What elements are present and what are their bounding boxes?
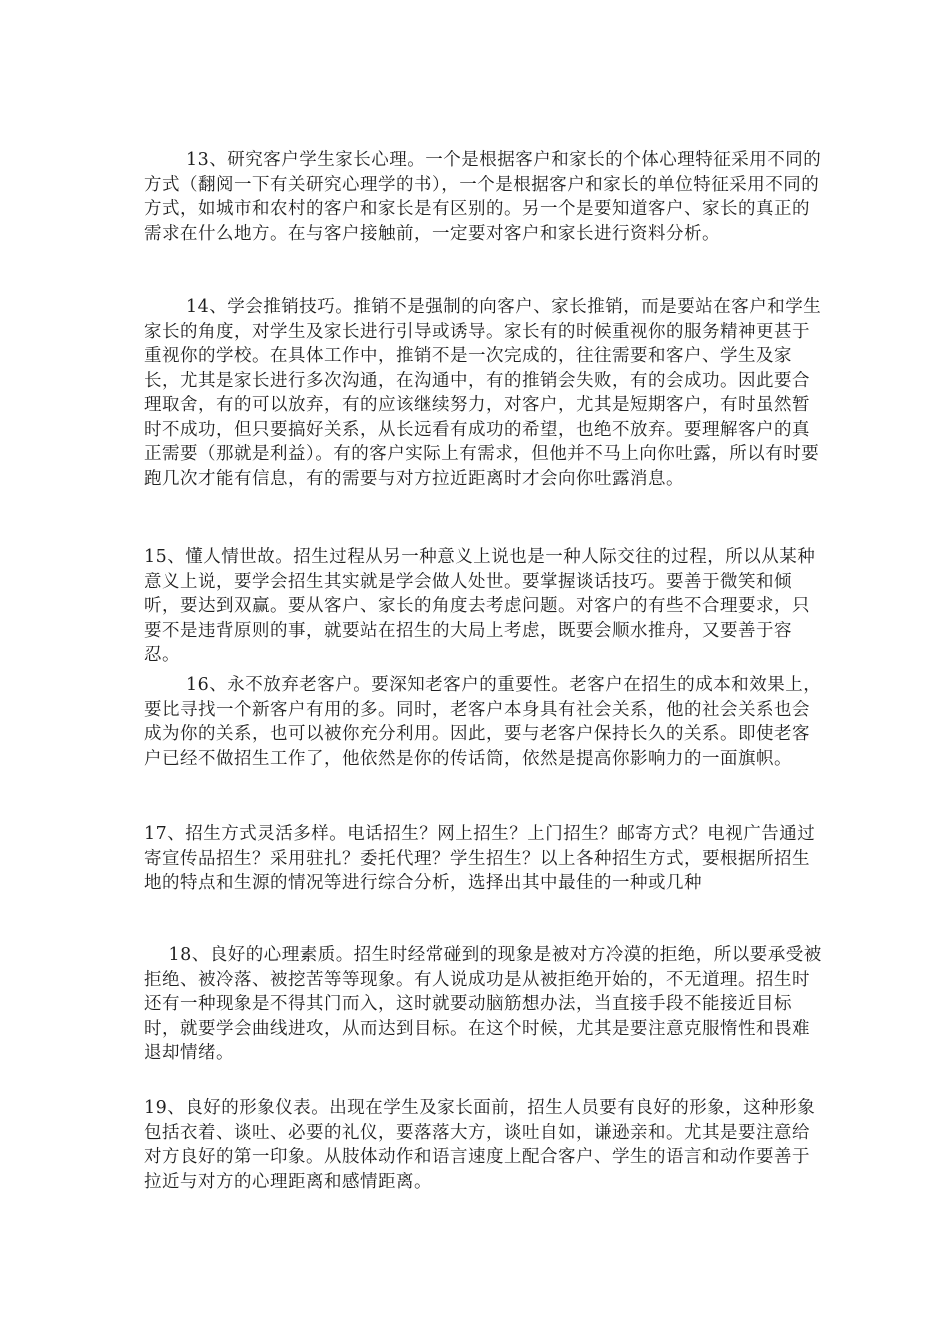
paragraph-13: 13、研究客户学生家长心理。一个是根据客户和家长的个体心理特征采用不同的方式（翻阅一下有关研究心理学的书），一个是根据客户和家长的单位特征采用不同的方式，如城市和农村的客户和家长是有区别的。另一个是要知道客户、家长的真正的需求在什么地方。在与客户接触前，一定要对客户和家长进行资料分析。 — [144, 150, 822, 244]
paragraph-15: 15、懂人情世故。招生过程从另一种意义上说也是一种人际交往的过程，所以从某种意义上说，要学会招生其实就是学会做人处世。要掌握谈话技巧。要善于微笑和倾听，要达到双赢。要从客户、家长的角度去考虑问题。对客户的有些不合理要求，只要不是违背原则的事，就要站在招生的大局上考虑，既要会顺水推舟，又要善于容忍。 — [144, 547, 816, 665]
paragraph-14: 14、学会推销技巧。推销不是强制的向客户、家长推销，而是要站在客户和学生家长的角度，对学生及家长进行引导或诱导。家长有的时候重视你的服务精神更甚于重视你的学校。在具体工作中，推销不是一次完成的，往往需要和客户、学生及家长，尤其是家长进行多次沟通，在沟通中，有的推销会失败，有的会成功。因此要合理取舍，有的可以放弃，有的应该继续努力，对客户，尤其是短期客户，有时虽然暂时不成功，但只要搞好关系，从长远看有成功的希望，也绝不放弃。要理解客户的真正需要（那就是利益）。有的客户实际上有需求，但他并不马上向你吐露，所以有时要跑几次才能有信息，有的需要与对方拉近距离时才会向你吐露消息。 — [144, 297, 822, 489]
paragraph-18: 18、良好的心理素质。招生时经常碰到的现象是被对方冷漠的拒绝，所以要承受被拒绝、被冷落、被挖苦等等现象。有人说成功是从被拒绝开始的，不无道理。招生时还有一种现象是不得其门而入，这时就要动脑筋想办法，当直接手段不能接近目标时，就要学会曲线进攻，从而达到目标。在这个时候，尤其是要注意克服惰性和畏难退却情绪。 — [144, 945, 822, 1063]
paragraph-16: 16、永不放弃老客户。要深知老客户的重要性。老客户在招生的成本和效果上，要比寻找一个新客户有用的多。同时，老客户本身具有社会关系，他的社会关系也会成为你的关系，也可以被你充分利用。因此，要与老客户保持长久的关系。即使老客户已经不做招生工作了，他依然是你的传话筒，依然是提高你影响力的一面旗帜。 — [144, 675, 822, 769]
paragraph-19: 19、良好的形象仪表。出现在学生及家长面前，招生人员要有良好的形象，这种形象包括衣着、谈吐、必要的礼仪，要落落大方，谈吐自如，谦逊亲和。尤其是要注意给对方良好的第一印象。从肢体动作和语言速度上配合客户、学生的语言和动作要善于拉近与对方的心理距离和感情距离。 — [144, 1098, 816, 1192]
paragraph-17: 17、招生方式灵活多样。电话招生？网上招生？上门招生？邮寄方式？电视广告通过寄宣传品招生？采用驻扎？委托代理？学生招生？以上各种招生方式，要根据所招生地的特点和生源的情况等进行综合分析，选择出其中最佳的一种或几种 — [144, 824, 816, 893]
